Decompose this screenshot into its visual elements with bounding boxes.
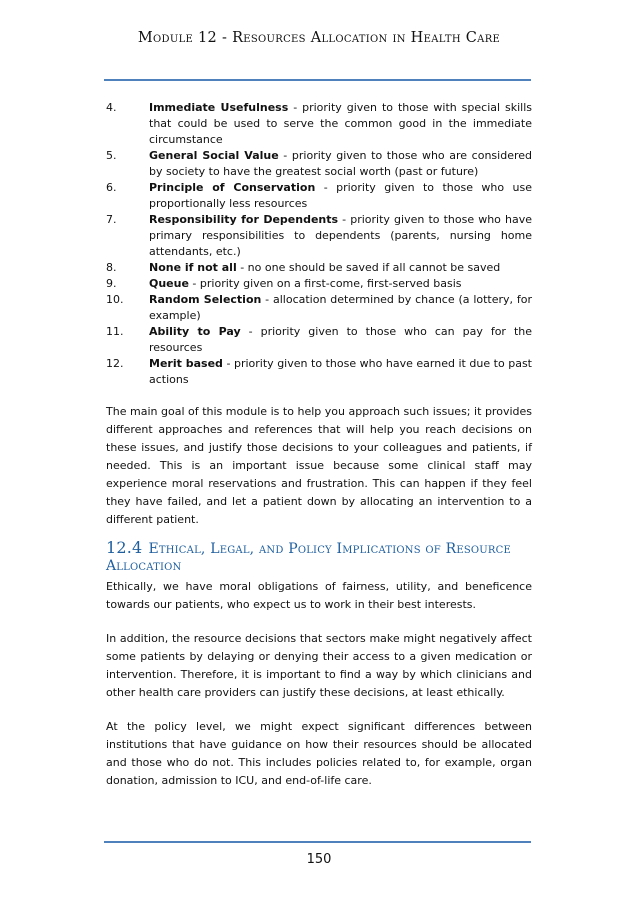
- list-item-description: - priority given to those who have earned it due to past actions: [149, 357, 532, 386]
- paragraph-policy-level: At the policy level, we might expect significant differences between institutions that have guidance on how their resources should be allocated and those who do not. This includes policies related to, for example, organ donation, admission to ICU, and end-of-life care.: [106, 720, 532, 787]
- list-item-description: - priority given to those who use proportionally less resources: [149, 181, 533, 210]
- list-item-number: 11.: [106, 325, 124, 338]
- header-divider: [104, 79, 531, 81]
- list-item-number: 8.: [106, 261, 117, 274]
- list-item: [106, 180, 532, 212]
- list-item: [106, 212, 532, 260]
- list-item-term: Principle of Conservation: [149, 181, 316, 194]
- footer-divider: [104, 841, 531, 843]
- list-item: [106, 100, 532, 148]
- list-item-term: Random Selection: [149, 293, 262, 306]
- section-number: 12.4: [106, 538, 143, 557]
- paragraph-in-addition: In addition, the resource decisions that sectors make might negatively affect some patients by delaying or denying their access to a given medication or intervention. Therefore, it is important to find a way by which clinicians and other health care providers can justify these decisions, at least ethically.: [106, 632, 532, 699]
- paragraph-ethically: Ethically, we have moral obligations of fairness, utility, and beneficence towards our patients, who expect us to work in their best interests.: [106, 580, 532, 611]
- list-item-description: - priority given on a first-come, first-served basis: [188, 277, 462, 290]
- list-item-description: - no one should be saved if all cannot be saved: [236, 261, 501, 274]
- paragraph-main-goal: The main goal of this module is to help you approach such issues; it provides different approaches and references that will help you reach decisions on these issues, and justify those decisions to your colleagues and patients, if needed. This is an important issue because some clinical staff may experience moral reservations and frustration. This can happen if they feel they have failed, and let a patient down by allocating an intervention to a different patient.: [106, 405, 532, 526]
- list-item-description: - priority given to those who are considered by society to have the greatest social worth (past or future): [149, 149, 532, 178]
- list-item-term: Queue: [149, 277, 189, 290]
- list-item: [106, 356, 532, 388]
- list-item-number: 7.: [106, 213, 117, 226]
- section-heading: [106, 539, 532, 575]
- allocation-criteria-list: [106, 100, 532, 388]
- list-item-term: Merit based: [149, 357, 223, 370]
- page-number: 150: [306, 852, 332, 867]
- list-item-number: 10.: [106, 293, 124, 306]
- list-item-number: 6.: [106, 181, 117, 194]
- list-item-number: 4.: [106, 101, 117, 114]
- list-item-description: - priority given to those with special skills that could be used to serve the common good in the immediate circumstance: [149, 101, 532, 146]
- page-header-title: Module 12 - Resources Allocation in Health Care: [137, 30, 501, 46]
- list-item-term: Ability to Pay: [149, 325, 241, 338]
- list-item-description: - priority given to those who can pay for the resources: [149, 325, 533, 354]
- list-item-term: Responsibility for Dependents: [149, 213, 339, 226]
- list-item-number: 9.: [106, 277, 117, 290]
- list-item-term: General Social Value: [149, 149, 279, 162]
- section-title: Ethical, Legal, and Policy Implications of Resource Allocation: [106, 541, 511, 574]
- list-item: [106, 276, 532, 292]
- list-item-number: 5.: [106, 149, 117, 162]
- list-item-number: 12.: [106, 357, 124, 370]
- list-item: [106, 324, 532, 356]
- list-item-term: None if not all: [149, 261, 237, 274]
- list-item-description: - priority given to those who have primary responsibilities to dependents (parents, nursing home attendants, etc.): [149, 213, 533, 258]
- list-item: [106, 260, 532, 276]
- list-item-description: - allocation determined by chance (a lottery, for example): [149, 293, 532, 322]
- list-item: [106, 292, 532, 324]
- list-item: [106, 148, 532, 180]
- list-item-term: Immediate Usefulness: [149, 101, 289, 114]
